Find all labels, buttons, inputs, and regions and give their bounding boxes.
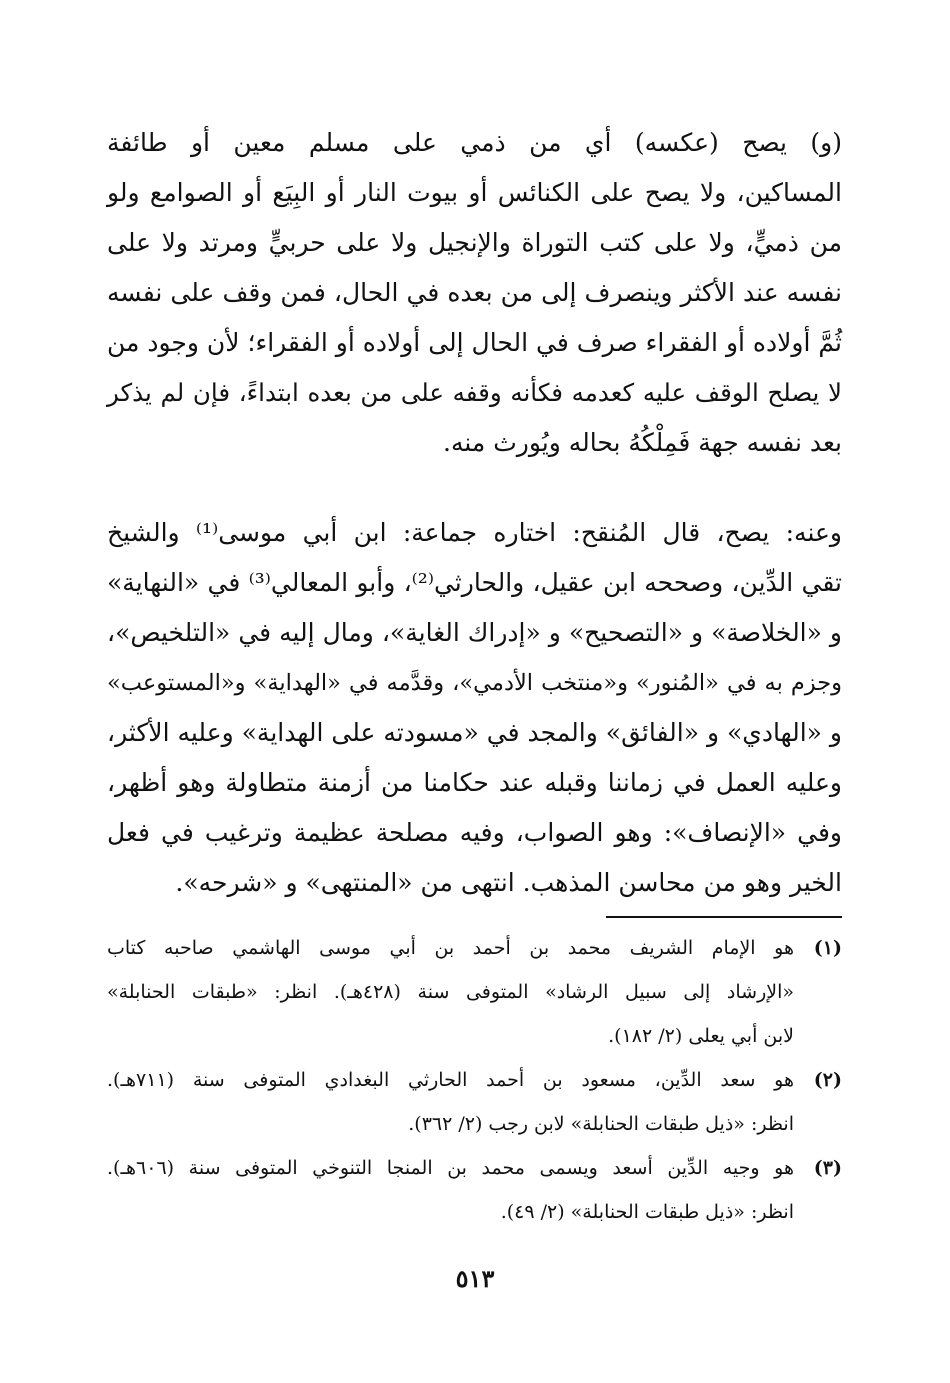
footnote-number: (٣) — [813, 1157, 842, 1179]
paragraph-line: وجزم به في «المُنور» و«منتخب الأدمي»، وقدَّمه في «الهداية» و«المستوعب» — [107, 670, 842, 696]
footnote-line: هو سعد الدِّين، مسعود بن أحمد الحارثي البغدادي المتوفى سنة (٧١١هـ). — [107, 1069, 794, 1091]
footnote-2 — [107, 1058, 842, 1146]
footnote-3 — [107, 1146, 842, 1234]
paragraph-line: الخير وهو من محاسن المذهب. انتهى من «المنتهى» و «شرحه». — [175, 868, 842, 897]
paragraph-line: تقي الدِّين، وصححه ابن عقيل، والحارثي⁽²⁾، وأبو المعالي⁽³⁾ في «النهاية» — [107, 568, 842, 597]
footnote-line: «الإرشاد إلى سبيل الرشاد» المتوفى سنة (٤٢٨هـ). انظر: «طبقات الحنابلة» — [107, 981, 794, 1003]
footnotes — [107, 926, 842, 1234]
paragraph-line: و «الخلاصة» و «التصحيح» و «إدراك الغاية»، ومال إليه في «التلخيص»، — [107, 618, 842, 647]
footnote-line: هو الإمام الشريف محمد بن أحمد بن أبي موسى الهاشمي صاحبه كتاب — [107, 937, 794, 959]
page-number: ٥١٣ — [455, 1264, 495, 1293]
paragraph-line: وفي «الإنصاف»: وهو الصواب، وفيه مصلحة عظيمة وترغيب في فعل — [107, 818, 842, 847]
paragraph-2 — [107, 508, 842, 908]
paragraph-line: بعد نفسه جهة فَمِلْكُهُ بحاله ويُورث منه. — [443, 428, 842, 457]
footnote-line: انظر: «ذيل طبقات الحنابلة» لابن رجب (٢/ ٣٦٢). — [408, 1113, 794, 1135]
paragraph-1 — [107, 118, 842, 468]
paragraph-line: المساكين، ولا يصح على الكنائس أو بيوت النار أو البِيَع أو الصوامع ولو — [107, 178, 842, 207]
footnote-number: (١) — [813, 937, 842, 959]
footnote-1 — [107, 926, 842, 1058]
paragraph-line: (و) يصح (عكسه) أي من ذمي على مسلم معين أو طائفة — [107, 128, 842, 157]
footnote-number: (٢) — [813, 1069, 842, 1091]
paragraph-line: وعليه العمل في زماننا وقبله عند حكامنا من أزمنة متطاولة وهو أظهر، — [107, 768, 842, 797]
footnote-line: لابن أبي يعلى (٢/ ١٨٢). — [608, 1025, 794, 1047]
footnote-line: انظر: «ذيل طبقات الحنابلة» (٢/ ٤٩). — [500, 1201, 794, 1223]
paragraph-line: من ذميٍّ، ولا على كتب التوراة والإنجيل ولا على حربيٍّ ومرتد ولا على — [107, 228, 842, 257]
footnote-line: هو وجيه الدِّين أسعد ويسمى محمد بن المنجا التنوخي المتوفى سنة (٦٠٦هـ). — [107, 1157, 794, 1179]
paragraph-line: و «الهادي» و «الفائق» والمجد في «مسودته على الهداية» وعليه الأكثر، — [107, 718, 842, 747]
paragraph-line: نفسه عند الأكثر وينصرف إلى من بعده في الحال، فمن وقف على نفسه — [107, 278, 842, 307]
paragraph-line: ثُمَّ أولاده أو الفقراء صرف في الحال إلى أولاده أو الفقراء؛ لأن وجود من — [107, 328, 842, 357]
paragraph-line: وعنه: يصح، قال المُنقح: اختاره جماعة: ابن أبي موسى⁽¹⁾ والشيخ — [107, 518, 842, 547]
footnote-divider — [606, 916, 842, 918]
paragraph-line: لا يصلح الوقف عليه كعدمه فكأنه وقفه على من بعده ابتداءً، فإن لم يذكر — [107, 378, 842, 407]
